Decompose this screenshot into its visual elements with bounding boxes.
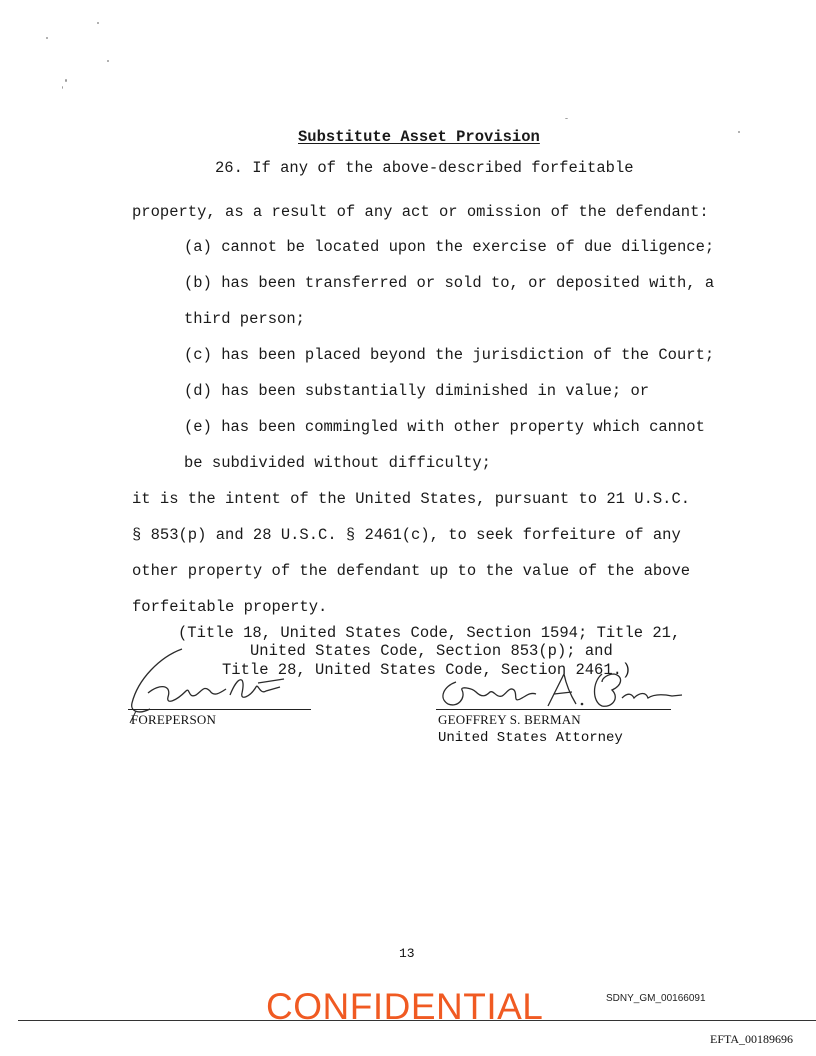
scan-speck xyxy=(62,86,63,89)
citation-line: Title 28, United States Code, Section 2461.) xyxy=(222,661,632,679)
paragraph-line: § 853(p) and 28 U.S.C. § 2461(c), to seek forfeiture of any xyxy=(132,526,681,544)
paragraph-line: other property of the defendant up to the value of the above xyxy=(132,562,691,580)
paragraph-line: be subdivided without difficulty; xyxy=(184,454,491,472)
page-number: 13 xyxy=(399,946,415,961)
scan-speck xyxy=(97,22,99,24)
scan-speck xyxy=(46,37,48,39)
efta-identifier: EFTA_00189696 xyxy=(710,1032,794,1046)
bates-number: SDNY_GM_00166091 xyxy=(606,993,706,1004)
scan-speck xyxy=(738,131,740,133)
confidential-stamp: CONFIDENTIAL xyxy=(266,986,544,1027)
citation-line: (Title 18, United States Code, Section 1594; Title 21, xyxy=(178,624,681,642)
paragraph-line: third person; xyxy=(184,310,305,328)
scan-speck xyxy=(107,60,109,62)
paragraph-line: forfeitable property. xyxy=(132,598,328,616)
scan-speck xyxy=(65,79,67,82)
footer-divider xyxy=(18,1020,816,1021)
paragraph-line: (e) has been commingled with other property which cannot xyxy=(184,418,705,436)
paragraph-line: (a) cannot be located upon the exercise of due diligence; xyxy=(184,238,715,256)
us-attorney-signature xyxy=(436,668,686,718)
foreperson-name: FOREPERSON xyxy=(131,712,217,727)
us-attorney-signature-line xyxy=(436,709,671,710)
us-attorney-name: GEOFFREY S. BERMAN xyxy=(438,712,581,727)
paragraph-line: 26. If any of the above-described forfeitable xyxy=(215,159,634,177)
paragraph-line: (c) has been placed beyond the jurisdiction of the Court; xyxy=(184,346,715,364)
section-heading: Substitute Asset Provision xyxy=(298,128,540,146)
paragraph-line: (b) has been transferred or sold to, or deposited with, a xyxy=(184,274,715,292)
paragraph-line: it is the intent of the United States, pursuant to 21 U.S.C. xyxy=(132,490,691,508)
paragraph-line: property, as a result of any act or omission of the defendant: xyxy=(132,203,709,221)
us-attorney-title: United States Attorney xyxy=(438,730,623,746)
citation-line: United States Code, Section 853(p); and xyxy=(250,642,613,660)
foreperson-signature-line xyxy=(128,709,311,710)
paragraph-line: (d) has been substantially diminished in value; or xyxy=(184,382,650,400)
scan-speck xyxy=(565,118,568,119)
